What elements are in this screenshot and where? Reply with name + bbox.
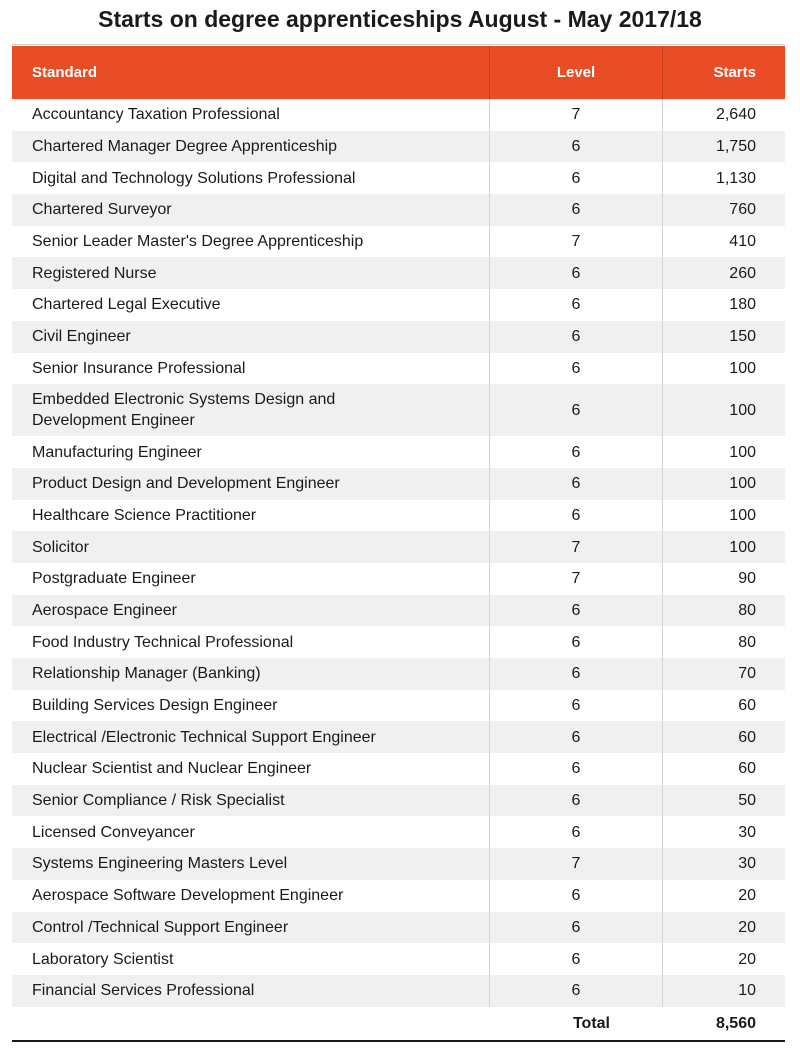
level-cell: 6 xyxy=(489,131,662,163)
standard-cell: Aerospace Software Development Engineer xyxy=(32,887,344,905)
table-row xyxy=(12,131,785,163)
table-row xyxy=(12,500,785,532)
standard-cell: Food Industry Technical Professional xyxy=(32,633,294,651)
starts-cell: 760 xyxy=(662,194,785,226)
standard-cell: Nuclear Scientist and Nuclear Engineer xyxy=(32,760,312,778)
table-row xyxy=(12,975,785,1007)
table-row xyxy=(12,226,785,258)
level-cell: 6 xyxy=(489,975,662,1007)
starts-cell: 20 xyxy=(662,912,785,944)
total-row xyxy=(12,1007,785,1041)
standard-cell: Control /Technical Support Engineer xyxy=(32,918,289,936)
starts-cell: 2,640 xyxy=(662,99,785,131)
level-cell: 6 xyxy=(489,162,662,194)
table-title: Starts on degree apprenticeships August - May 2017/18 xyxy=(98,6,702,32)
standard-cell: Postgraduate Engineer xyxy=(32,570,196,588)
table-row xyxy=(12,384,785,436)
starts-cell: 260 xyxy=(662,257,785,289)
apprenticeship-table xyxy=(12,46,785,1041)
starts-cell: 100 xyxy=(662,384,785,436)
level-cell: 6 xyxy=(489,753,662,785)
standard-cell: Financial Services Professional xyxy=(32,982,255,1000)
level-cell: 6 xyxy=(489,721,662,753)
table-row xyxy=(12,880,785,912)
starts-cell: 1,130 xyxy=(662,162,785,194)
level-cell: 6 xyxy=(489,289,662,321)
table-row xyxy=(12,912,785,944)
bottom-rule xyxy=(12,1040,785,1042)
table-row xyxy=(12,353,785,385)
level-cell: 6 xyxy=(489,690,662,722)
table-body xyxy=(12,99,785,1007)
level-cell: 7 xyxy=(489,531,662,563)
standard-cell: Senior Insurance Professional xyxy=(32,359,246,377)
standard-cell: Solicitor xyxy=(32,538,89,556)
table-row xyxy=(12,943,785,975)
header-level: Level xyxy=(489,46,662,99)
header-starts: Starts xyxy=(662,46,785,99)
table-row xyxy=(12,721,785,753)
standard-cell: Licensed Conveyancer xyxy=(32,823,195,841)
starts-cell: 70 xyxy=(662,658,785,690)
standard-cell: Embedded Electronic Systems Design and Development Engineer xyxy=(32,391,336,430)
standard-cell: Civil Engineer xyxy=(32,328,131,346)
standard-cell: Healthcare Science Practitioner xyxy=(32,506,257,524)
starts-cell: 10 xyxy=(662,975,785,1007)
level-cell: 6 xyxy=(489,257,662,289)
table-row xyxy=(12,257,785,289)
table-row xyxy=(12,690,785,722)
table-row xyxy=(12,468,785,500)
table-row xyxy=(12,848,785,880)
table-row xyxy=(12,289,785,321)
standard-cell: Electrical /Electronic Technical Support Engineer xyxy=(32,728,376,746)
standard-cell: Relationship Manager (Banking) xyxy=(32,665,261,683)
level-cell: 6 xyxy=(489,384,662,436)
standard-cell: Systems Engineering Masters Level xyxy=(32,855,288,873)
starts-cell: 100 xyxy=(662,436,785,468)
starts-cell: 100 xyxy=(662,531,785,563)
table-row xyxy=(12,531,785,563)
total-label: Total xyxy=(572,1014,610,1032)
starts-cell: 410 xyxy=(662,226,785,258)
table-header xyxy=(12,46,785,99)
standard-cell: Building Services Design Engineer xyxy=(32,697,278,715)
top-rule xyxy=(12,44,785,45)
starts-cell: 80 xyxy=(662,595,785,627)
starts-cell: 30 xyxy=(662,848,785,880)
standard-cell: Laboratory Scientist xyxy=(32,950,174,968)
level-cell: 6 xyxy=(489,658,662,690)
table-row xyxy=(12,321,785,353)
level-cell: 6 xyxy=(489,194,662,226)
standard-cell: Chartered Manager Degree Apprenticeship xyxy=(32,138,338,156)
table-row xyxy=(12,436,785,468)
level-cell: 6 xyxy=(489,321,662,353)
level-cell: 6 xyxy=(489,816,662,848)
standard-cell: Senior Leader Master's Degree Apprenticeship xyxy=(32,233,364,251)
table-row xyxy=(12,658,785,690)
standard-cell: Registered Nurse xyxy=(32,264,157,282)
starts-cell: 60 xyxy=(662,721,785,753)
standard-cell: Digital and Technology Solutions Professional xyxy=(32,169,356,187)
starts-cell: 60 xyxy=(662,753,785,785)
starts-cell: 20 xyxy=(662,880,785,912)
starts-cell: 100 xyxy=(662,353,785,385)
standard-cell: Chartered Surveyor xyxy=(32,201,172,219)
level-cell: 6 xyxy=(489,353,662,385)
level-cell: 6 xyxy=(489,595,662,627)
level-cell: 6 xyxy=(489,500,662,532)
level-cell: 7 xyxy=(489,563,662,595)
starts-cell: 1,750 xyxy=(662,131,785,163)
standard-cell: Chartered Legal Executive xyxy=(32,296,221,314)
level-cell: 6 xyxy=(489,785,662,817)
total-value: 8,560 xyxy=(715,1014,756,1032)
level-cell: 7 xyxy=(489,99,662,131)
level-cell: 6 xyxy=(489,468,662,500)
level-cell: 7 xyxy=(489,226,662,258)
table-row xyxy=(12,785,785,817)
table-row xyxy=(12,753,785,785)
standard-cell: Aerospace Engineer xyxy=(32,601,177,619)
level-cell: 7 xyxy=(489,848,662,880)
starts-cell: 60 xyxy=(662,690,785,722)
table-row xyxy=(12,626,785,658)
table-row xyxy=(12,595,785,627)
table-row xyxy=(12,194,785,226)
table-row xyxy=(12,563,785,595)
starts-cell: 150 xyxy=(662,321,785,353)
standard-cell: Senior Compliance / Risk Specialist xyxy=(32,792,285,810)
level-cell: 6 xyxy=(489,943,662,975)
level-cell: 6 xyxy=(489,912,662,944)
starts-cell: 180 xyxy=(662,289,785,321)
starts-cell: 80 xyxy=(662,626,785,658)
starts-cell: 100 xyxy=(662,500,785,532)
starts-cell: 90 xyxy=(662,563,785,595)
level-cell: 6 xyxy=(489,436,662,468)
level-cell: 6 xyxy=(489,880,662,912)
table-row xyxy=(12,162,785,194)
table-row xyxy=(12,816,785,848)
table-row xyxy=(12,99,785,131)
standard-cell: Product Design and Development Engineer xyxy=(32,475,340,493)
starts-cell: 30 xyxy=(662,816,785,848)
standard-cell: Accountancy Taxation Professional xyxy=(32,106,280,124)
starts-cell: 20 xyxy=(662,943,785,975)
header-standard: Standard xyxy=(32,64,98,81)
total-spacer xyxy=(12,1007,489,1041)
starts-cell: 50 xyxy=(662,785,785,817)
starts-cell: 100 xyxy=(662,468,785,500)
standard-cell: Manufacturing Engineer xyxy=(32,443,202,461)
level-cell: 6 xyxy=(489,626,662,658)
